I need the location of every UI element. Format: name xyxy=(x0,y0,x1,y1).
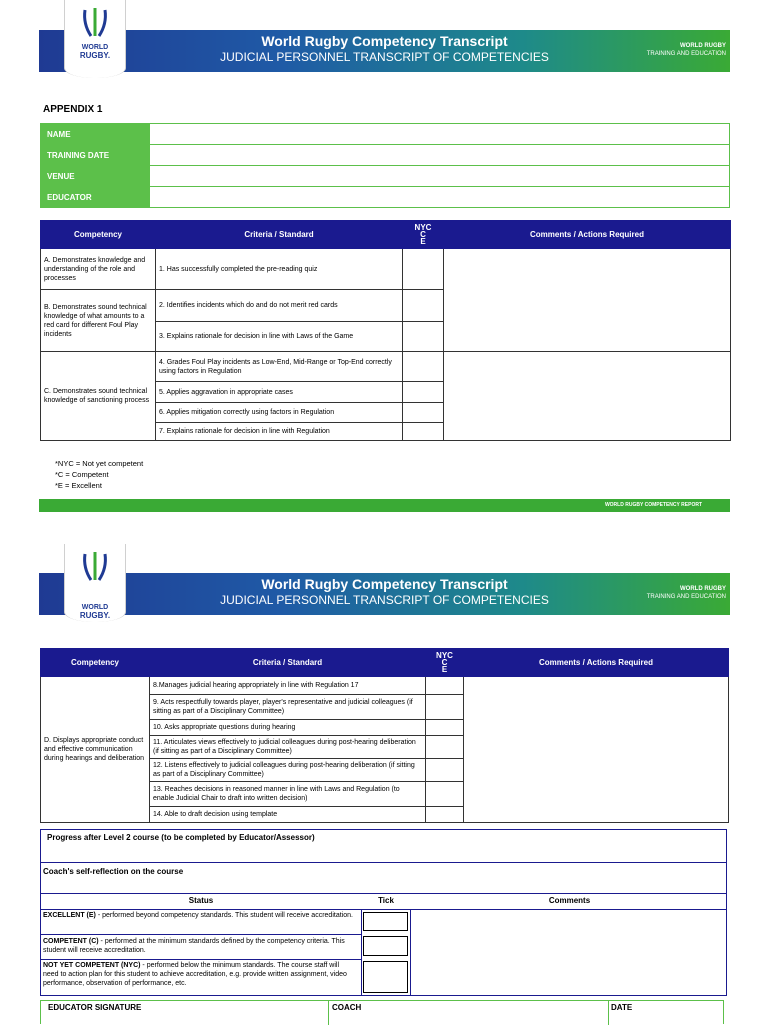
header-dept: TRAINING AND EDUCATION xyxy=(646,51,726,57)
col-comments: Comments / Actions Required xyxy=(444,221,731,249)
rating-cell[interactable] xyxy=(426,677,464,695)
criteria-11: 11. Articulates views effectively to judicial colleagues during post-hearing deliberation (if sitting as part of a Disciplinary Committee) xyxy=(150,736,426,759)
tick-header: Tick xyxy=(378,896,394,905)
tick-box-excellent[interactable] xyxy=(363,912,408,931)
header-banner: World Rugby Competency Transcript JUDICIAL PERSONNEL TRANSCRIPT OF COMPETENCIES WORLD RUGBY TRAINING AND EDUCATION xyxy=(39,573,730,615)
tick-box-nyc[interactable] xyxy=(363,961,408,993)
date-label: DATE xyxy=(611,1003,633,1012)
criteria-6: 6. Applies mitigation correctly using factors in Regulation xyxy=(156,403,403,423)
competency-c: C. Demonstrates sound technical knowledge of sanctioning process xyxy=(41,352,156,441)
info-label-venue: VENUE xyxy=(41,166,150,187)
reflection-section[interactable] xyxy=(40,862,727,894)
criteria-9: 9. Acts respectfully towards player, player's representative and judicial colleagues (if sitting as part of a Disciplinary Committee) xyxy=(150,695,426,720)
rating-cell[interactable] xyxy=(403,403,444,423)
progress-section[interactable] xyxy=(40,829,727,863)
criteria-10: 10. Asks appropriate questions during hearing xyxy=(150,720,426,736)
rating-cell[interactable] xyxy=(426,736,464,759)
reflection-label: Coach's self-reflection on the course xyxy=(43,867,184,876)
status-header: Status xyxy=(188,896,214,905)
status-comments-field[interactable] xyxy=(412,911,725,995)
info-label-training-date: TRAINING DATE xyxy=(41,145,150,166)
educator-signature-label: EDUCATOR SIGNATURE xyxy=(48,1003,142,1012)
status-competent: COMPETENT (C) - performed at the minimum standards defined by the competency criteria. This student will receive accreditation. xyxy=(43,938,345,954)
rating-cell[interactable] xyxy=(426,759,464,782)
footer-bar: WORLD RUGBY COMPETENCY REPORT xyxy=(39,499,730,512)
progress-label: Progress after Level 2 course (to be completed by Educator/Assessor) xyxy=(47,833,315,842)
appendix-title: APPENDIX 1 xyxy=(43,104,103,115)
header-org: WORLD RUGBY xyxy=(680,43,726,49)
rating-cell[interactable] xyxy=(403,290,444,322)
name-field[interactable] xyxy=(150,124,730,145)
criteria-14: 14. Able to draft decision using template xyxy=(150,807,426,823)
rating-cell[interactable] xyxy=(403,423,444,441)
rugby-ball-icon xyxy=(81,550,109,584)
competency-table-1 xyxy=(40,220,731,441)
status-excellent: EXCELLENT (E) - performed beyond competency standards. This student will receive accreditation. xyxy=(43,912,353,919)
status-table xyxy=(40,893,727,996)
rugby-ball-icon xyxy=(81,6,109,40)
header-title: World Rugby Competency Transcript xyxy=(261,33,508,49)
signature-row xyxy=(40,1000,724,1024)
tick-box-competent[interactable] xyxy=(363,936,408,956)
world-rugby-logo: WORLD RUGBY. xyxy=(64,0,126,78)
rating-cell[interactable] xyxy=(426,782,464,807)
info-table xyxy=(40,123,730,208)
header-banner xyxy=(39,30,730,72)
training-date-field[interactable] xyxy=(150,145,730,166)
world-rugby-logo: WORLD RUGBY. xyxy=(64,544,126,622)
col-rating: NYC C E xyxy=(403,221,444,249)
competency-a: A. Demonstrates knowledge and understanding of the role and processes xyxy=(41,249,156,290)
competency-d: D. Displays appropriate conduct and effective communication during hearings and deliberation xyxy=(41,677,150,823)
status-not-yet-competent: NOT YET COMPETENT (NYC) - performed below the minimum standards. The course staff will need to action plan for this student to achieve accreditation, e.g. provide written assignment, video performance, observation of performance, etc. xyxy=(43,962,347,987)
educator-field[interactable] xyxy=(150,187,730,208)
rating-cell[interactable] xyxy=(426,720,464,736)
criteria-3: 3. Explains rationale for decision in line with Laws of the Game xyxy=(156,322,403,352)
comments-cell[interactable] xyxy=(444,249,731,352)
competency-table-2: Competency Criteria / Standard NYC C E Comments / Actions Required D. Displays appropriate conduct and effective communication during hearings and deliberation 8.Manages judicial hearing appropriately in line with Regulation 17 9. Acts respectfully towards player, player's representative and judicial colleagues (if sitting as part of a Disciplinary Committee) 10. Asks appropriate questions during hearing 11. Articulates views effectively to judicial colleagues during post-hearing deliberation (if sitting as part of a Disciplinary Committee) 12. Listens effectively to judicial colleagues during post-hearing deliberation (if sitting as part of a Disciplinary Committee) 13. Reaches decisions in reasoned manner in line with Laws and Regulation (to enable Judicial Chair to draft into written decision) 14. Able to draft decision using template xyxy=(40,648,729,823)
criteria-5: 5. Applies aggravation in appropriate cases xyxy=(156,382,403,403)
criteria-8: 8.Manages judicial hearing appropriately in line with Regulation 17 xyxy=(150,677,426,695)
rating-cell[interactable] xyxy=(403,382,444,403)
criteria-12: 12. Listens effectively to judicial colleagues during post-hearing deliberation (if sitting as part of a Disciplinary Committee) xyxy=(150,759,426,782)
coach-label: COACH xyxy=(332,1003,362,1012)
rating-cell[interactable] xyxy=(403,352,444,382)
venue-field[interactable] xyxy=(150,166,730,187)
rating-cell[interactable] xyxy=(403,322,444,352)
rating-cell[interactable] xyxy=(403,249,444,290)
criteria-7: 7. Explains rationale for decision in line with Regulation xyxy=(156,423,403,441)
header-subtitle: JUDICIAL PERSONNEL TRANSCRIPT OF COMPETENCIES xyxy=(220,50,549,64)
col-criteria: Criteria / Standard xyxy=(156,221,403,249)
competency-b: B. Demonstrates sound technical knowledge of what amounts to a red card for different Foul Play incidents xyxy=(41,290,156,352)
info-label-educator: EDUCATOR xyxy=(41,187,150,208)
criteria-1: 1. Has successfully completed the pre-reading quiz xyxy=(156,249,403,290)
rating-legend: *NYC = Not yet competent *C = Competent *E = Excellent xyxy=(55,459,144,490)
col-competency: Competency xyxy=(41,221,156,249)
criteria-2: 2. Identifies incidents which do and do not merit red cards xyxy=(156,290,403,322)
rating-cell[interactable] xyxy=(426,807,464,823)
comments-header: Comments xyxy=(548,896,591,905)
rating-cell[interactable] xyxy=(426,695,464,720)
info-label-name: NAME xyxy=(41,124,150,145)
criteria-13: 13. Reaches decisions in reasoned manner in line with Laws and Regulation (to enable Judicial Chair to draft into written decision) xyxy=(150,782,426,807)
comments-cell[interactable] xyxy=(444,352,731,441)
comments-cell[interactable] xyxy=(464,677,729,823)
criteria-4: 4. Grades Foul Play incidents as Low-End, Mid-Range or Top-End correctly using factors in Regulation xyxy=(156,352,403,382)
